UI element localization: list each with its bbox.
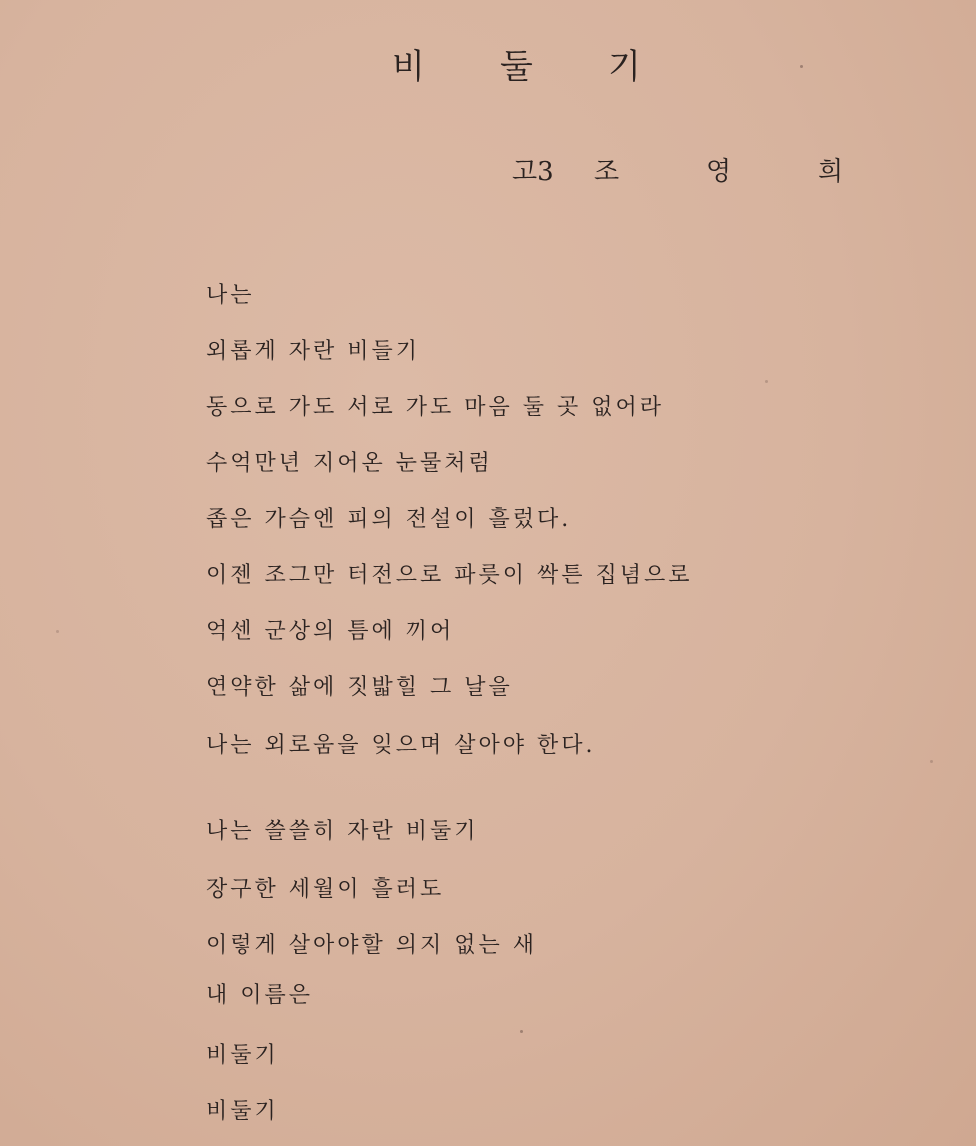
poem-line: 연약한 삶에 짓밟힐 그 날을 bbox=[206, 675, 513, 700]
poem-line: 장구한 세월이 흘러도 bbox=[206, 877, 445, 902]
poem-line: 비둘기 bbox=[206, 1099, 279, 1124]
poem-line: 외롭게 자란 비들기 bbox=[206, 339, 421, 364]
paper-speck bbox=[800, 65, 803, 68]
paper-speck bbox=[930, 760, 933, 763]
poem-line: 내 이름은 bbox=[206, 983, 314, 1008]
author-name-char: 조 bbox=[594, 157, 620, 187]
poem-line: 좁은 가슴엔 피의 전설이 흘렀다. bbox=[206, 507, 572, 532]
poem-line: 나는 bbox=[206, 283, 255, 308]
author-name-char: 희 bbox=[818, 157, 844, 187]
poem-line: 이젠 조그만 터전으로 파릇이 싹튼 집념으로 bbox=[206, 563, 693, 588]
poem-line: 나는 외로움을 잊으며 살아야 한다. bbox=[206, 733, 596, 758]
poem-line: 억센 군상의 틈에 끼어 bbox=[206, 619, 455, 644]
author-grade: 고3 bbox=[512, 157, 554, 187]
poem-line: 수억만년 지어온 눈물처럼 bbox=[206, 451, 493, 476]
poem-line: 나는 쓸쓸히 자란 비둘기 bbox=[206, 819, 479, 844]
poem-line: 이렇게 살아야할 의지 없는 새 bbox=[206, 933, 537, 958]
poem-title bbox=[392, 44, 716, 90]
paper-speck bbox=[520, 1030, 523, 1033]
poem-line: 동으로 가도 서로 가도 마음 둘 곳 없어라 bbox=[206, 395, 664, 420]
title-char: 비 bbox=[392, 47, 425, 87]
title-char: 둘 bbox=[500, 47, 533, 87]
author-byline bbox=[512, 152, 843, 192]
poem-line: 비둘기 bbox=[206, 1043, 279, 1068]
author-name-char: 영 bbox=[706, 157, 732, 187]
paper-speck bbox=[56, 630, 59, 633]
paper-speck bbox=[765, 380, 768, 383]
title-char: 기 bbox=[608, 47, 641, 87]
